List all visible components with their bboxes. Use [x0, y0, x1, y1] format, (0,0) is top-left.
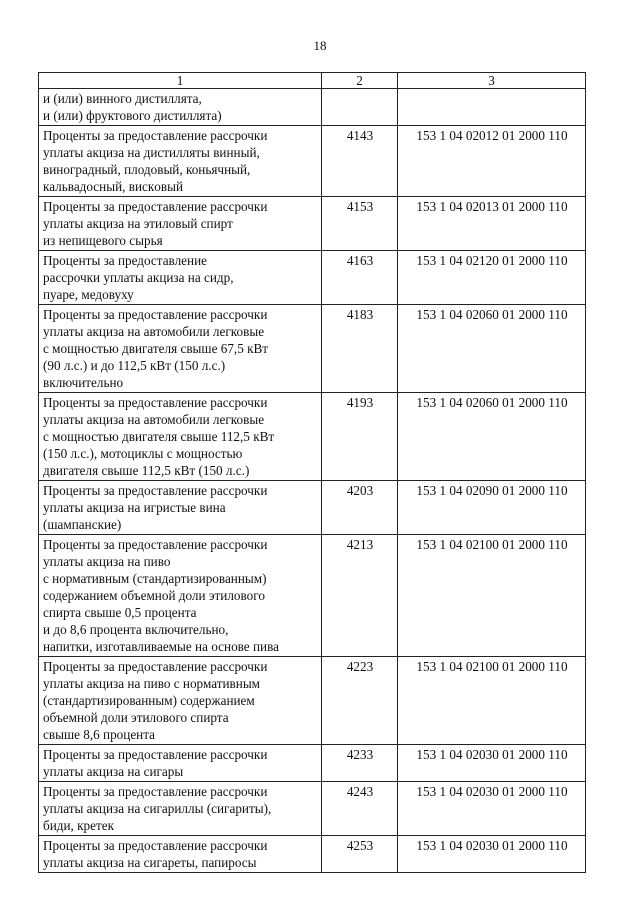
row-description	[39, 782, 322, 836]
table-row	[39, 305, 586, 393]
row-code: 4163	[322, 251, 398, 305]
row-kbk: 153 1 04 02030 01 2000 110	[398, 745, 586, 782]
row-description	[39, 836, 322, 873]
row-kbk: 153 1 04 02100 01 2000 110	[398, 535, 586, 657]
description-line: (шампанские)	[43, 517, 122, 532]
description-line: и до 8,6 процента включительно,	[43, 622, 229, 637]
row-description	[39, 197, 322, 251]
description-line: с нормативным (стандартизированным)	[43, 571, 267, 586]
table-row	[39, 89, 586, 126]
row-code: 4243	[322, 782, 398, 836]
table-row	[39, 393, 586, 481]
description-line: (стандартизированным) содержанием	[43, 693, 255, 708]
description-line: свыше 8,6 процента	[43, 727, 156, 742]
row-kbk: 153 1 04 02090 01 2000 110	[398, 481, 586, 535]
description-line: содержанием объемной доли этилового	[43, 588, 265, 603]
description-line: уплаты акциза на сигариллы (сигариты),	[43, 801, 272, 816]
row-code: 4153	[322, 197, 398, 251]
description-line: кальвадосный, вискoвый	[43, 179, 184, 194]
description-line: двигателя свыше 112,5 кВт (150 л.с.)	[43, 463, 250, 478]
description-line: и (или) фруктового дистиллята)	[43, 108, 222, 123]
row-description	[39, 393, 322, 481]
page-number: 18	[313, 38, 327, 53]
table-row	[39, 197, 586, 251]
row-description	[39, 745, 322, 782]
description-line: Проценты за предоставление рассрочки	[43, 747, 268, 762]
description-line: Проценты за предоставление рассрочки	[43, 659, 268, 674]
table-row	[39, 535, 586, 657]
description-line: с мощностью двигателя свыше 67,5 кВт	[43, 341, 269, 356]
row-code: 4203	[322, 481, 398, 535]
row-kbk: 153 1 04 02013 01 2000 110	[398, 197, 586, 251]
description-line: уплаты акциза на пиво	[43, 554, 171, 569]
table-row	[39, 745, 586, 782]
column-header-1: 1	[39, 73, 322, 89]
description-line: биди, кретек	[43, 818, 115, 833]
description-line: из непищевого сырья	[43, 233, 163, 248]
row-code: 4253	[322, 836, 398, 873]
row-kbk: 153 1 04 02100 01 2000 110	[398, 657, 586, 745]
description-line: спирта свыше 0,5 процента	[43, 605, 197, 620]
description-line: (150 л.с.), мотоциклы с мощностью	[43, 446, 243, 461]
description-line: уплаты акциза на автомобили легковые	[43, 412, 265, 427]
description-line: Проценты за предоставление рассрочки	[43, 307, 268, 322]
row-code: 4223	[322, 657, 398, 745]
description-line: Проценты за предоставление рассрочки	[43, 784, 268, 799]
description-line: Проценты за предоставление рассрочки	[43, 483, 268, 498]
description-line: напитки, изготавливаемые на основе пива	[43, 639, 279, 654]
row-kbk: 153 1 04 02012 01 2000 110	[398, 126, 586, 197]
table-body	[39, 89, 586, 873]
row-code: 4193	[322, 393, 398, 481]
row-description	[39, 305, 322, 393]
row-code: 4233	[322, 745, 398, 782]
description-line: Проценты за предоставление рассрочки	[43, 395, 268, 410]
row-code	[322, 89, 398, 126]
description-line: с мощностью двигателя свыше 112,5 кВт	[43, 429, 275, 444]
description-line: Проценты за предоставление рассрочки	[43, 838, 268, 853]
row-description	[39, 251, 322, 305]
column-header-3: 3	[398, 73, 586, 89]
excise-table	[38, 72, 586, 873]
description-line: включительно	[43, 375, 124, 390]
table-row	[39, 782, 586, 836]
description-line: Проценты за предоставление рассрочки	[43, 537, 268, 552]
description-line: и (или) винного дистиллята,	[43, 91, 202, 106]
row-description	[39, 657, 322, 745]
description-line: уплаты акциза на игристые вина	[43, 500, 226, 515]
description-line: уплаты акциза на сигары	[43, 764, 184, 779]
row-kbk: 153 1 04 02060 01 2000 110	[398, 393, 586, 481]
description-line: Проценты за предоставление рассрочки	[43, 128, 268, 143]
row-kbk: 153 1 04 02030 01 2000 110	[398, 782, 586, 836]
description-line: объемной доли этилового спирта	[43, 710, 229, 725]
row-code: 4213	[322, 535, 398, 657]
description-line: уплаты акциза на автомобили легковые	[43, 324, 265, 339]
description-line: виноградный, плодовый, коньячный,	[43, 162, 251, 177]
row-description	[39, 481, 322, 535]
row-kbk: 153 1 04 02120 01 2000 110	[398, 251, 586, 305]
row-kbk: 153 1 04 02060 01 2000 110	[398, 305, 586, 393]
description-line: уплаты акциза на пиво с нормативным	[43, 676, 261, 691]
table-row	[39, 126, 586, 197]
description-line: (90 л.с.) и до 112,5 кВт (150 л.с.)	[43, 358, 226, 373]
description-line: уплаты акциза на этиловый спирт	[43, 216, 233, 231]
table-row	[39, 836, 586, 873]
description-line: пуаре, медовуху	[43, 287, 134, 302]
row-kbk	[398, 89, 586, 126]
description-line: уплаты акциза на дистилляты винный,	[43, 145, 260, 160]
description-line: Проценты за предоставление	[43, 253, 208, 268]
description-line: Проценты за предоставление рассрочки	[43, 199, 268, 214]
description-line: рассрочки уплаты акциза на сидр,	[43, 270, 234, 285]
table-row	[39, 657, 586, 745]
row-description	[39, 535, 322, 657]
table-row	[39, 481, 586, 535]
row-description	[39, 89, 322, 126]
table-row	[39, 251, 586, 305]
row-kbk: 153 1 04 02030 01 2000 110	[398, 836, 586, 873]
row-code: 4183	[322, 305, 398, 393]
column-header-2: 2	[322, 73, 398, 89]
description-line: уплаты акциза на сигареты, папиросы	[43, 855, 257, 870]
row-code: 4143	[322, 126, 398, 197]
table-header-row	[39, 73, 586, 89]
row-description	[39, 126, 322, 197]
